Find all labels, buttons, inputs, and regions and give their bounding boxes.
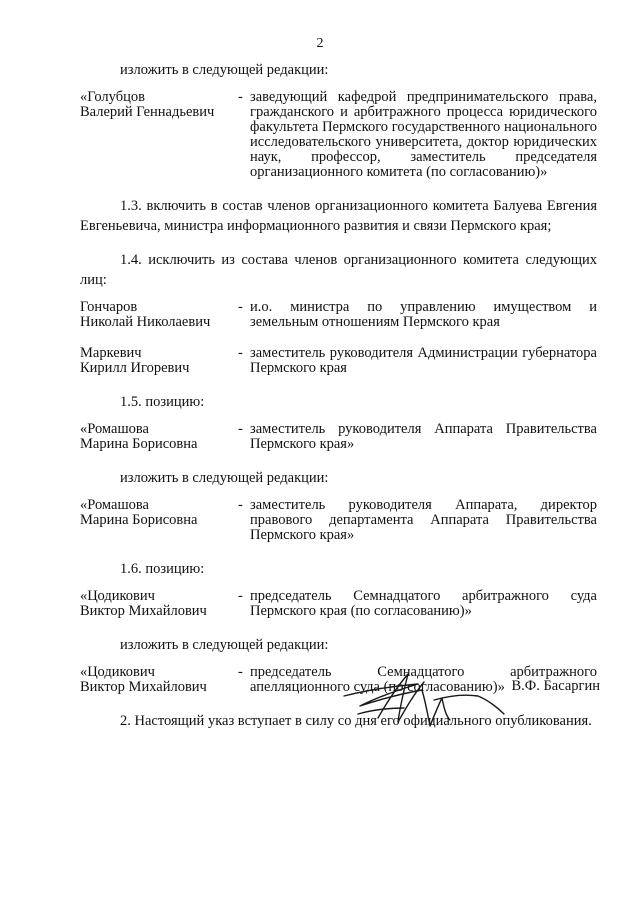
member-name: Гончаров Николай Николаевич xyxy=(80,299,211,330)
intro-paragraph: изложить в следующей редакции: xyxy=(120,62,329,78)
member-name: «Голубцов Валерий Геннадьевич xyxy=(80,89,215,120)
member-position: председатель Семнадцатого арбитражного апелляционного суда (по согласованию)» xyxy=(250,664,597,695)
entry-dash: - xyxy=(238,89,243,105)
page-number: 2 xyxy=(316,36,324,51)
member-entry xyxy=(80,346,597,376)
member-entry xyxy=(80,300,597,330)
entry-dash: - xyxy=(238,421,243,437)
signature-block xyxy=(330,660,600,740)
member-name: «Ромашова Марина Борисовна xyxy=(80,421,198,452)
signatory-name: В.Ф. Басаргин xyxy=(511,678,600,694)
member-name: Маркевич Кирилл Игоревич xyxy=(80,345,190,376)
entry-dash: - xyxy=(238,588,243,604)
member-entry xyxy=(80,90,597,180)
member-position: и.о. министра по управлению имуществом и земельным отношениям Пермского края xyxy=(250,299,597,330)
intro-paragraph: изложить в следующей редакции: xyxy=(120,637,329,653)
member-name: «Ромашова Марина Борисовна xyxy=(80,497,198,528)
item-1-4-paragraph: 1.4. исключить из состава членов организационного комитета следующих лиц: xyxy=(80,252,597,288)
entry-dash: - xyxy=(238,299,243,315)
item-1-5-paragraph: 1.5. позицию: xyxy=(120,394,205,410)
entry-dash: - xyxy=(238,497,243,513)
member-name: «Цодикович Виктор Михайлович xyxy=(80,588,207,619)
handwritten-signature xyxy=(338,660,508,740)
member-entry xyxy=(80,498,597,543)
member-name: «Цодикович Виктор Михайлович xyxy=(80,664,207,695)
member-position: председатель Семнадцатого арбитражного суда Пермского края (по согласованию)» xyxy=(250,588,597,619)
member-entry xyxy=(80,422,597,452)
item-1-3-paragraph: 1.3. включить в состав членов организационного комитета Балуева Евгения Евгеньевича, министра информационного развития и связи Пермского края; xyxy=(80,198,597,234)
member-position: заместитель руководителя Администрации губернатора Пермского края xyxy=(250,345,597,376)
member-position: заведующий кафедрой предпринимательского права, гражданского и арбитражного процесса юридического факультета Пермского государственного национального исследовательского университета, доктор юридических наук, профессор, заместитель председателя организационного комитета (по согласованию)» xyxy=(250,89,597,180)
item-1-6-paragraph: 1.6. позицию: xyxy=(120,561,205,577)
entry-dash: - xyxy=(238,664,243,680)
member-position: заместитель руководителя Аппарата, директор правового департамента Аппарата Правительства Пермского края» xyxy=(250,497,597,543)
intro-paragraph: изложить в следующей редакции: xyxy=(120,470,329,486)
entry-dash: - xyxy=(238,345,243,361)
document-body xyxy=(80,60,597,743)
item-2-paragraph: 2. Настоящий указ вступает в силу со дня его официального опубликования. xyxy=(120,713,592,729)
member-position: заместитель руководителя Аппарата Правительства Пермского края» xyxy=(250,421,597,452)
member-entry xyxy=(80,589,597,619)
